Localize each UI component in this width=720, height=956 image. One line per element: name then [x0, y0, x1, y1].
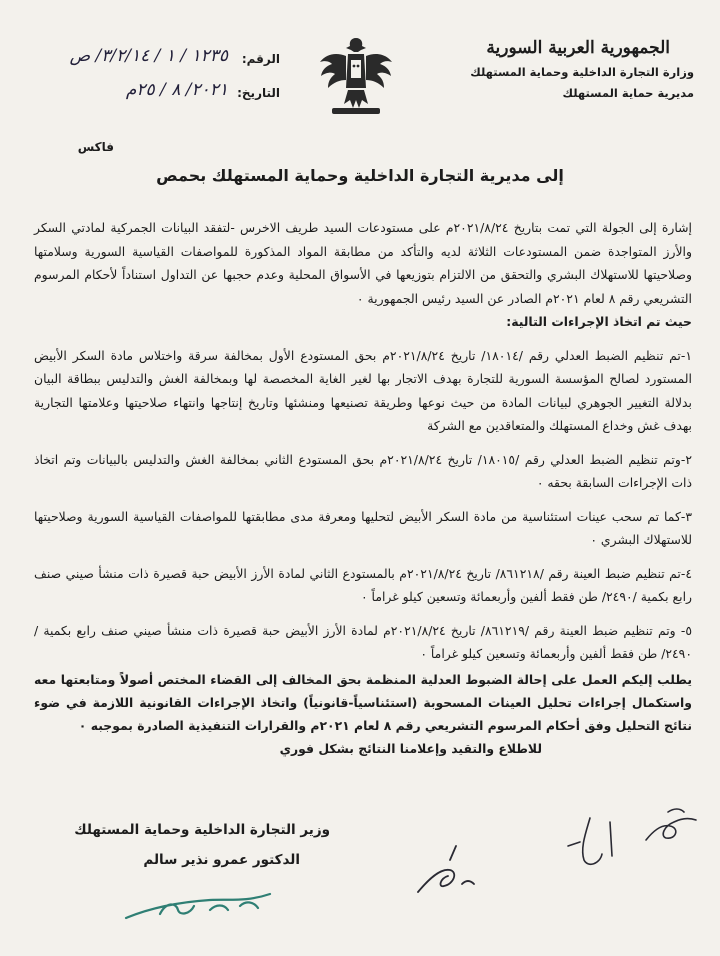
reference-block [40, 46, 280, 114]
minister-name: الدكتور عمرو نذير سالم [143, 852, 300, 868]
closing-paragraph: يطلب إليكم العمل على إحالة الضبوط العدلية المنظمة بحق المخالف إلى القضاء المختص أصولاً ومتابعتها معه واستكمال إجراءات تحليل العينات المسحوبة (استئناسياً-قانونياً) واتخاذ الإجراءات القانونية اللازمة في ضوء نتائج التحليل وفق أحكام المرسوم التشريعي رقم ٨ لعام ٢٠٢١م والقرارات التنفيذية الصادرة بموجبه ٠ [34, 671, 692, 733]
ministry-name: وزارة التجارة الداخلية وحماية المستهلك [470, 65, 694, 79]
fax-label: فاكس [77, 140, 114, 154]
signature-block [30, 822, 330, 868]
minister-title: وزير التجارة الداخلية وحماية المستهلك [74, 822, 330, 838]
list-item: ٣-كما تم سحب عينات استئناسية من مادة السكر الأبيض لتحليها ومعرفة مدى مطابقتها للمواصفات القياسية السورية وصلاحيتها للاستهلاك البشري ٠ [34, 508, 692, 547]
list-item: ٤-تم تنظيم ضبط العينة رقم /٨٦١٢١٨/ تاريخ ٢٠٢١/٨/٢٤م بالمستودع الثاني لمادة الأرز الأبيض حبة قصيرة ذات منشأ صيني صنف رابع بكمية /٢٤٩٠/ طن فقط ألفين وأربعمائة وتسعين كيلو غراماً ٠ [34, 565, 692, 604]
directorate-name: مديرية حماية المستهلك [562, 86, 694, 100]
recipient-title: إلى مديرية التجارة الداخلية وحماية المستهلك بحمص [156, 166, 564, 185]
reference-label: الرقم: [241, 52, 280, 66]
pen-mark-icon [560, 812, 630, 872]
final-instruction: للاطلاع والتقيد وإعلامنا النتائج بشكل فوري [279, 740, 542, 756]
list-item: ٢-وتم تنظيم الضبط العدلي رقم /١٨٠١٥/ تاريخ ٢٠٢١/٨/٢٤م بحق المستودع الثاني بمخالفة الغش والتدليس بالبيانات وتم اتخاذ ذات الإجراءات السابقة بحقه ٠ [34, 451, 692, 490]
green-signature-icon [120, 880, 280, 930]
letterhead [414, 38, 694, 100]
pen-initials-right-icon [640, 800, 700, 850]
date-label: التاريخ: [237, 86, 280, 100]
pen-initials-icon [410, 840, 480, 900]
list-item: ٥- وتم تنظيم ضبط العينة رقم /٨٦١٢١٩/ تاريخ ٢٠٢١/٨/٢٤م لمادة الأرز الأبيض حبة قصيرة ذات منشأ صيني صنف رابع بكمية /٢٤٩٠/ طن فقط ألفين وأربعمائة وتسعين كيلو غراماً ٠ [34, 622, 692, 661]
intro-paragraph: إشارة إلى الجولة التي تمت بتاريخ ٢٠٢١/٨/٢٤م على مستودعات السيد طريف الاخرس -لتفقد البيانات الجمركية لمادتي السكر والأرز المتواجدة ضمن المستودعات الثلاثة لديه والتأكد من مطابقة المواد المذكورة للمواصفات القياسية السورية وسلامتها وصلاحيتها للاستهلاك البشري والتحقق من الالتزام بتوزيعها في الأسواق المحلية وعدم حجبها عن التداول استناداً لأحكام المرسوم التشريعي رقم ٨ لعام ٢٠٢١م الصادر عن السيد رئيس الجمهورية ٠ [34, 220, 692, 306]
letter-body [34, 216, 692, 760]
reference-number: ١٢٣٥ / ١ / ٣/٢/١٤/ ص [69, 46, 228, 66]
eagle-emblem-icon [318, 30, 394, 120]
date-value: ٢٠٢١/ ٨ / ٢٥م [125, 80, 228, 100]
list-item: ١-تم تنظيم الضبط العدلي رقم /١٨٠١٤/ تاريخ ٢٠٢١/٨/٢٤م بحق المستودع الأول بمخالفة سرقة واختلاس مادة السكر الأبيض المستورد لصالح المؤسسة السورية للتجارة بهدف الاتجار بها لغير الغاية المخصصة لها وبمخالفة الغش والتدليس ببطاقة البيان بدلالة التغيير الجوهري لبيانات المادة من حيث نوعها وطريقة تصنيعها ومنشئها وتاريخ إنتاجها وانتهاء صلاحيتها وعلامتها التجارية بهدف غش وخداع المستهلك والمتعاقدين مع الشركة [34, 347, 692, 433]
country-name: الجمهورية العربية السورية [486, 38, 670, 58]
actions-heading: حيث تم اتخاذ الإجراءات التالية: [506, 314, 692, 329]
